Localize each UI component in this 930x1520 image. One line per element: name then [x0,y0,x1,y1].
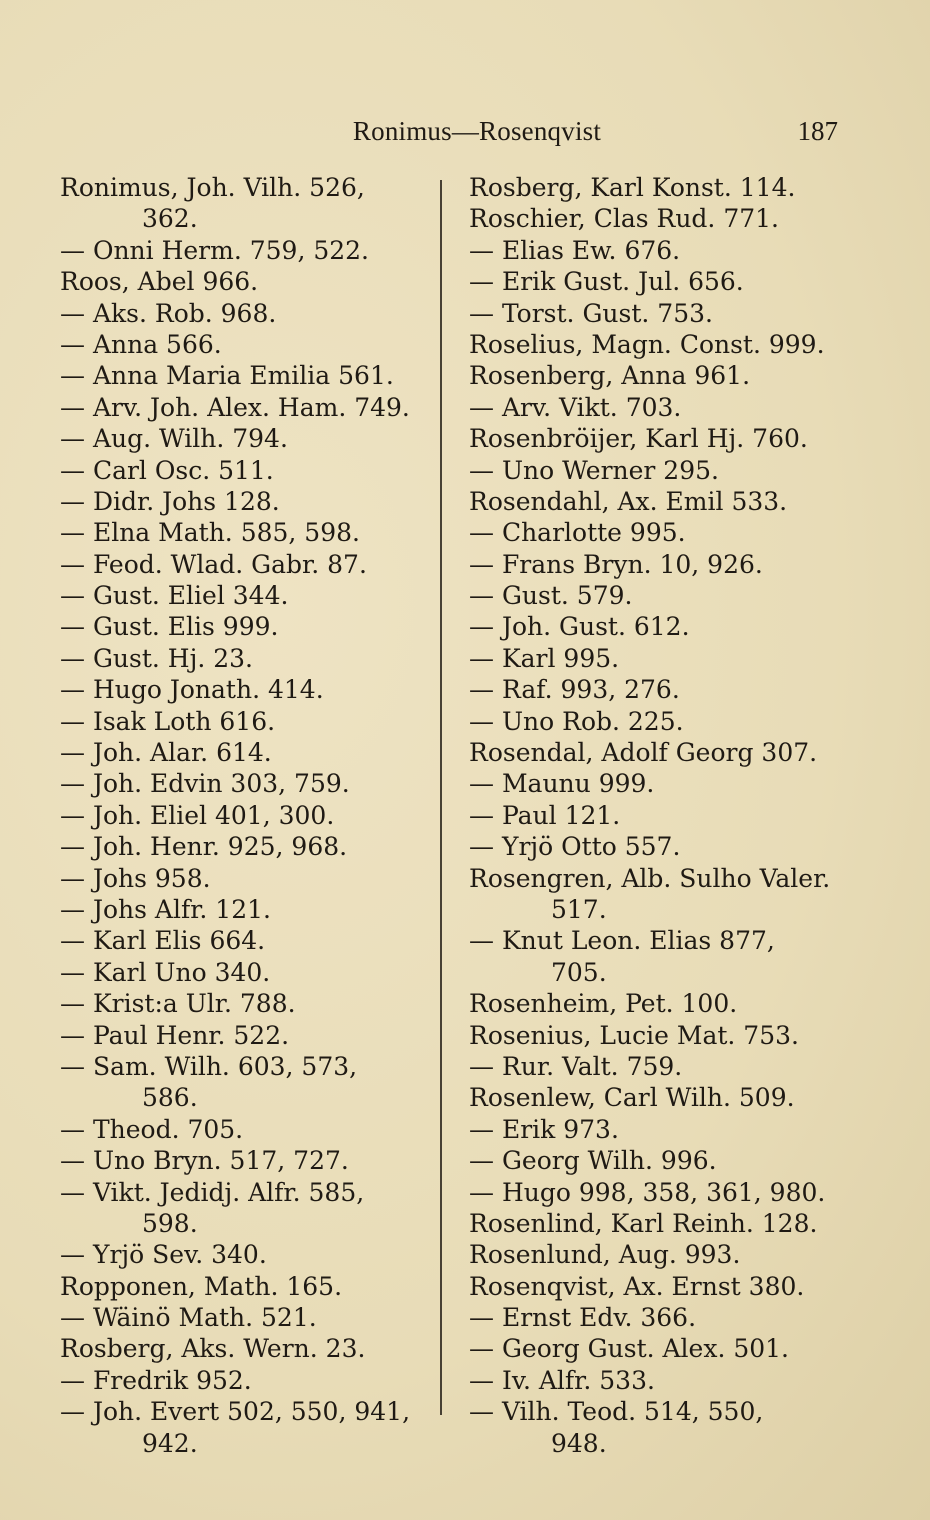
index-entry: — Yrjö Otto 557. [469,832,681,862]
index-entry: — Torst. Gust. 753. [469,298,713,328]
index-entry: — Erik Gust. Jul. 656. [469,267,744,297]
index-entry: — Aks. Rob. 968. [60,298,277,328]
index-entry: — Carl Osc. 511. [60,455,274,485]
index-entry: Rosenlew, Carl Wilh. 509. [469,1083,795,1113]
index-entry: Ronimus, Joh. Vilh. 526, [60,173,365,202]
index-entry: — Onni Herm. 759, 522. [60,235,370,265]
index-entry: — Arv. Vikt. 703. [469,392,682,422]
index-entry: — Vilh. Teod. 514, 550, [469,1397,764,1427]
index-entry: — Aug. Wilh. 794. [60,424,288,454]
index-entry: 598. [142,1208,198,1238]
running-header [56,112,838,152]
index-entry: — Joh. Gust. 612. [469,612,690,642]
right-column [469,172,849,1459]
index-entry: Roselius, Magn. Const. 999. [469,329,825,359]
index-entry: 586. [142,1083,198,1113]
index-entry: — Johs 958. [60,863,211,893]
index-entry: — Sam. Wilh. 603, 573, [60,1051,358,1081]
index-entry: — Fredrik 952. [60,1365,252,1395]
index-entry: — Rur. Valt. 759. [469,1051,683,1081]
index-entry: — Johs Alfr. 121. [60,894,271,924]
index-entry: Rosenius, Lucie Mat. 753. [469,1020,799,1050]
index-entry: — Charlotte 995. [469,518,686,548]
index-entry: 942. [142,1428,198,1458]
index-entry: — Joh. Eliel 401, 300. [60,800,335,830]
index-entry: — Joh. Evert 502, 550, 941, [60,1397,411,1427]
index-entry: — Krist:a Ulr. 788. [60,989,296,1019]
index-entry: — Gust. Hj. 23. [60,643,253,673]
index-entry: — Karl 995. [469,643,620,673]
column-divider [440,180,442,1415]
index-entry: 705. [551,957,607,987]
index-entry: — Uno Werner 295. [469,455,719,485]
index-entry: Rosenbröijer, Karl Hj. 760. [469,424,808,454]
index-entry: Rosenqvist, Ax. Ernst 380. [469,1271,805,1301]
index-entry: — Joh. Henr. 925, 968. [60,832,348,862]
index-entry: — Vikt. Jedidj. Alfr. 585, [60,1177,365,1207]
index-entry: — Joh. Alar. 614. [60,738,272,768]
index-entry: — Gust. Eliel 344. [60,581,289,611]
index-entry: — Isak Loth 616. [60,706,276,736]
index-entry: Roos, Abel 966. [60,267,259,297]
index-entry: — Gust. Elis 999. [60,612,279,642]
index-entry: — Feod. Wlad. Gabr. 87. [60,549,367,579]
left-column [60,172,432,1459]
index-entry: — Raf. 993, 276. [469,675,680,705]
index-entry: — Karl Uno 340. [60,957,271,987]
page-number: 187 [797,116,838,146]
index-entry: — Anna 566. [60,329,222,359]
index-entry: Rosengren, Alb. Sulho Valer. [469,863,831,893]
index-entry: 517. [551,894,607,924]
index-entry: — Georg Wilh. 996. [469,1146,717,1176]
index-entry: Rosenlind, Karl Reinh. 128. [469,1208,818,1238]
index-entry: Rosenberg, Anna 961. [469,361,751,391]
index-entry: Rosendal, Adolf Georg 307. [469,738,818,768]
index-entry: — Ernst Edv. 366. [469,1303,697,1333]
index-entry: — Erik 973. [469,1114,619,1144]
index-entry: — Knut Leon. Elias 877, [469,926,775,956]
index-entry: — Elna Math. 585, 598. [60,518,360,548]
index-entry: — Uno Bryn. 517, 727. [60,1146,349,1176]
index-entry: — Anna Maria Emilia 561. [60,361,394,391]
index-entry: — Wäinö Math. 521. [60,1303,317,1333]
index-entry: — Hugo Jonath. 414. [60,675,324,705]
header-title: Ronimus—Rosenqvist [352,116,602,146]
index-entry: Rosberg, Karl Konst. 114. [469,173,796,202]
index-entry: Rosberg, Aks. Wern. 23. [60,1334,366,1364]
index-entry: — Paul Henr. 522. [60,1020,290,1050]
index-entry: — Maunu 999. [469,769,655,799]
index-entry: — Frans Bryn. 10, 926. [469,549,763,579]
index-entry: Rosenheim, Pet. 100. [469,989,738,1019]
index-entry: — Hugo 998, 358, 361, 980. [469,1177,826,1207]
index-entry: Rosenlund, Aug. 993. [469,1240,741,1270]
index-entry: — Joh. Edvin 303, 759. [60,769,350,799]
index-entry: 948. [551,1428,607,1458]
index-entry: — Theod. 705. [60,1114,244,1144]
index-entry: — Uno Rob. 225. [469,706,684,736]
index-entry: — Yrjö Sev. 340. [60,1240,267,1270]
index-entry: — Elias Ew. 676. [469,235,681,265]
index-entry: Roschier, Clas Rud. 771. [469,204,779,234]
index-entry: Ropponen, Math. 165. [60,1271,343,1301]
index-entry: 362. [142,204,198,234]
index-entry: — Paul 121. [469,800,621,830]
index-entry: — Didr. Johs 128. [60,486,280,516]
index-entry: — Arv. Joh. Alex. Ham. 749. [60,392,410,422]
index-entry: — Georg Gust. Alex. 501. [469,1334,790,1364]
index-entry: Rosendahl, Ax. Emil 533. [469,486,788,516]
index-entry: — Iv. Alfr. 533. [469,1365,655,1395]
index-entry: — Gust. 579. [469,581,633,611]
index-entry: — Karl Elis 664. [60,926,266,956]
